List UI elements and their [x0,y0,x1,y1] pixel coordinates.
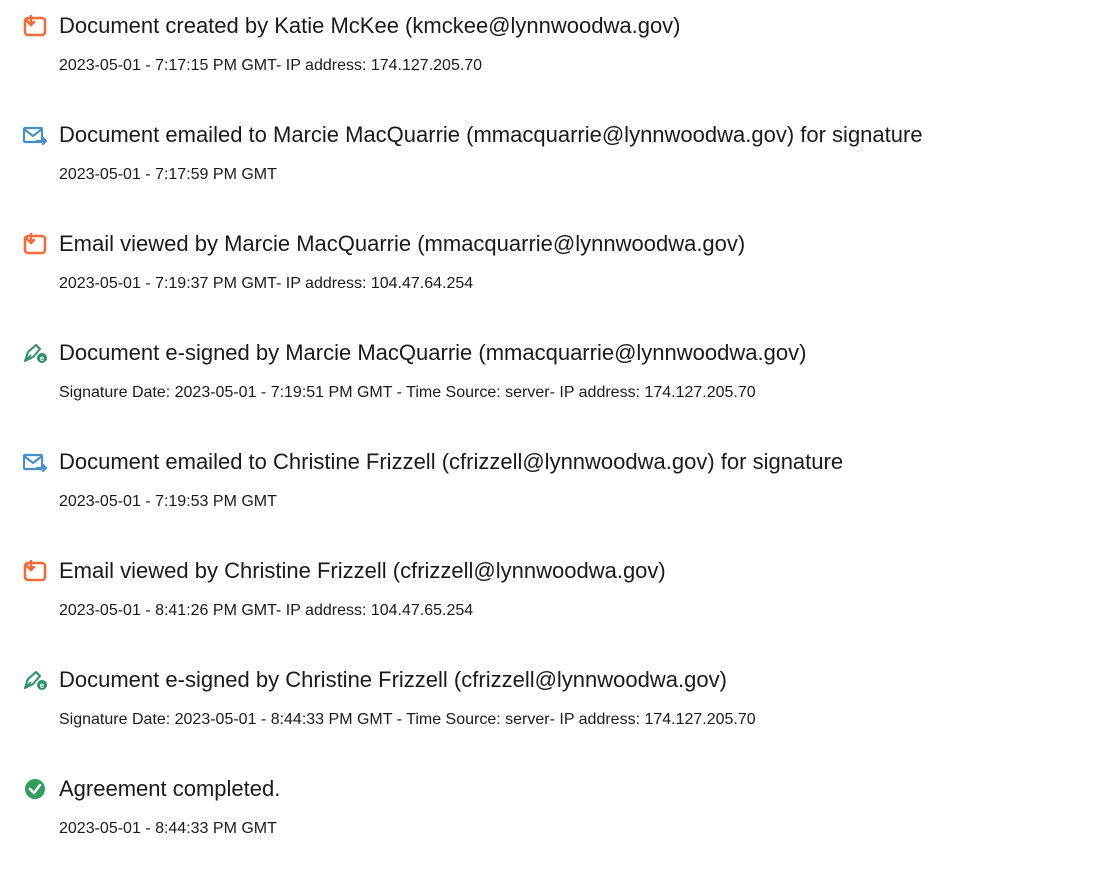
audit-entry [0,557,1107,657]
event-detail: Signature Date: 2023-05-01 - 8:44:33 PM GMT - Time Source: server- IP address: 174.127.205.70 [59,711,756,728]
event-detail: 2023-05-01 - 7:17:15 PM GMT- IP address: 174.127.205.70 [59,57,483,74]
audit-entry [0,121,1107,221]
e-sign-pen-icon [22,342,48,364]
event-detail: 2023-05-01 - 7:19:53 PM GMT [59,493,277,510]
event-detail: 2023-05-01 - 7:19:37 PM GMT- IP address: 104.47.64.254 [59,275,474,292]
document-icon [22,560,48,582]
document-icon [22,15,48,37]
audit-entry [0,666,1107,766]
event-title: Agreement completed. [59,776,281,801]
event-detail: 2023-05-01 - 7:17:59 PM GMT [59,166,277,183]
event-title: Document emailed to Christine Frizzell (cfrizzell@lynnwoodwa.gov) for signature [59,449,844,474]
event-title: Document e-signed by Marcie MacQuarrie (mmacquarrie@lynnwoodwa.gov) [59,340,807,365]
audit-entry [0,12,1107,112]
event-detail: 2023-05-01 - 8:41:26 PM GMT- IP address: 104.47.65.254 [59,602,474,619]
email-sent-icon [22,451,48,473]
event-title: Document created by Katie McKee (kmckee@lynnwoodwa.gov) [59,13,681,38]
audit-entry [0,339,1107,439]
event-title: Document emailed to Marcie MacQuarrie (mmacquarrie@lynnwoodwa.gov) for signature [59,122,923,147]
event-title: Email viewed by Marcie MacQuarrie (mmacquarrie@lynnwoodwa.gov) [59,231,746,256]
svg-text:e: e [39,681,45,690]
check-circle-icon [22,778,48,800]
event-detail: 2023-05-01 - 8:44:33 PM GMT [59,820,277,837]
audit-entry [0,448,1107,548]
document-icon [22,233,48,255]
svg-text:e: e [39,354,45,363]
e-sign-pen-icon [22,669,48,691]
audit-entry [0,230,1107,330]
audit-entry [0,775,1107,875]
event-detail: Signature Date: 2023-05-01 - 7:19:51 PM GMT - Time Source: server- IP address: 174.127.205.70 [59,384,756,401]
event-title: Email viewed by Christine Frizzell (cfrizzell@lynnwoodwa.gov) [59,558,666,583]
event-title: Document e-signed by Christine Frizzell (cfrizzell@lynnwoodwa.gov) [59,667,727,692]
email-sent-icon [22,124,48,146]
